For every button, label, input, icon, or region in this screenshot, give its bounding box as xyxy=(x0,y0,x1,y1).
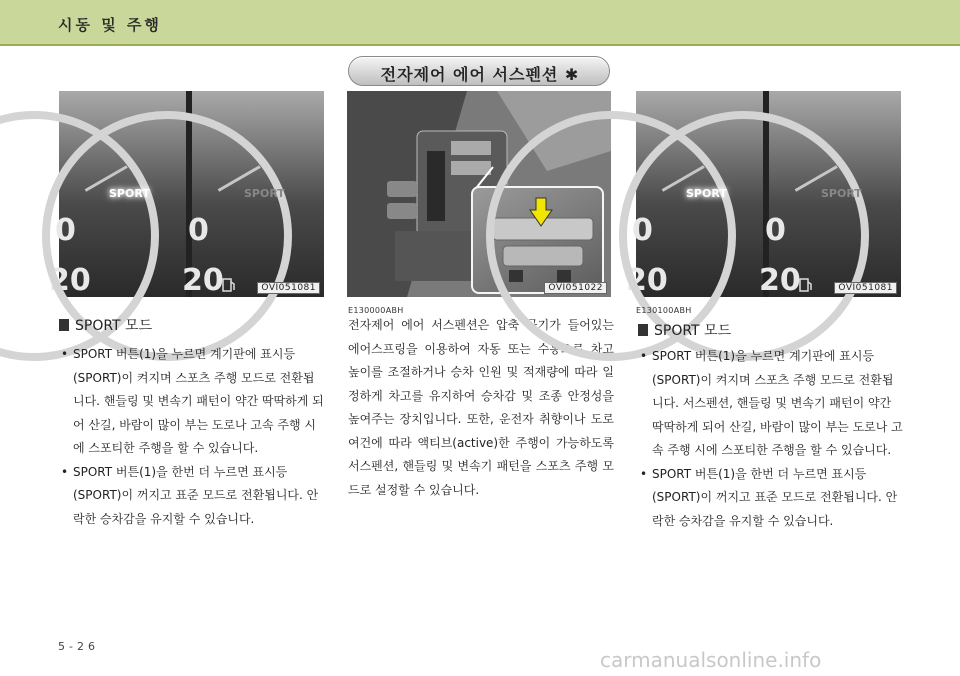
right-bullet-list xyxy=(638,345,904,533)
gauge-zero-label: 0 xyxy=(188,213,209,248)
list-item: • SPORT 버튼(1)을 누르면 계기판에 표시등(SPORT)이 켜지며 스포츠 주행 모드로 전환됩니다. 핸들링 및 변속기 패턴이 약간 딱딱하게 되어 산길, 바람이 많이 부는 도로나 고속 주행 시에 스포티한 주행을 할 수 있습니다. xyxy=(59,343,324,461)
heading-bullet-square xyxy=(59,319,69,331)
photo-code: OVI051022 xyxy=(544,282,607,294)
photo-code: OVI051081 xyxy=(257,282,320,294)
gauge-zero-label: 0 xyxy=(765,213,786,248)
section-title: 시동 및 주행 xyxy=(58,16,162,34)
gauge-twenty-label: 20 xyxy=(182,263,224,298)
gauge-zero-label: 0 xyxy=(632,213,653,248)
header-divider xyxy=(0,44,960,46)
right-section-code: E130100ABH xyxy=(636,306,692,315)
gauge-twenty-label: 20 xyxy=(49,263,91,298)
list-item: • SPORT 버튼(1)을 한번 더 누르면 표시등(SPORT)이 꺼지고 표준 모드로 전환됩니다. 안락한 승차감을 유지할 수 있습니다. xyxy=(638,463,904,534)
photo-code: OVI051081 xyxy=(834,282,897,294)
gauge-sport-off xyxy=(182,91,324,298)
left-heading xyxy=(59,315,152,335)
list-item: • SPORT 버튼(1)을 누르면 계기판에 표시등(SPORT)이 켜지며 스포츠 주행 모드로 전환됩니다. 서스펜션, 핸들링 및 변속기 패턴이 약간 딱딱하게 되어 산길, 바람이 많이 부는 도로나 고속 주행 시에 스포티한 주행을 할 수 있습니다. xyxy=(638,345,904,463)
gauge-zero-label: 0 xyxy=(55,213,76,248)
right-heading xyxy=(638,320,731,340)
right-cluster-photo xyxy=(626,91,901,298)
fuel-pump-icon xyxy=(222,277,236,293)
sport-indicator-lit: SPORT xyxy=(109,187,150,200)
page-number: 5-26 xyxy=(58,640,99,653)
left-heading-text: SPORT 모드 xyxy=(75,318,153,334)
left-cluster-photo xyxy=(49,91,324,298)
gauge-twenty-label: 20 xyxy=(759,263,801,298)
watermark: carmanualsonline.info xyxy=(600,648,822,672)
gauge-twenty-label: 20 xyxy=(626,263,668,298)
middle-paragraph: 전자제어 에어 서스펜션은 압축 공기가 들어있는 에어스프링을 이용하여 자동 또는 수동으로 차고 높이를 조절하거나 승차 인원 및 적재량에 따라 일정하게 차고를 유지하여 승차감 및 조종 안정성을 높여주는 장치입니다. 또한, 운전자 취향이나 도로 여건에 따라 액티브(active)한 주행이 가능하도록 서스펜션, 핸들링 및 변속기 패턴을 스포츠 주행 모드로 설정할 수 있습니다. xyxy=(348,318,614,497)
middle-section-code: E130000ABH xyxy=(348,306,404,315)
sport-indicator-dim: SPORT xyxy=(821,187,862,200)
sport-indicator-lit: SPORT xyxy=(686,187,727,200)
fuel-pump-icon xyxy=(799,277,813,293)
left-bullet-list xyxy=(59,343,324,531)
right-heading-text: SPORT 모드 xyxy=(654,323,732,339)
sport-indicator-dim: SPORT xyxy=(244,187,285,200)
list-item: • SPORT 버튼(1)을 한번 더 누르면 표시등(SPORT)이 꺼지고 표준 모드로 전환됩니다. 안락한 승차감을 유지할 수 있습니다. xyxy=(59,461,324,532)
topic-banner xyxy=(348,56,610,86)
gauge-sport-off xyxy=(759,91,901,298)
heading-bullet-square xyxy=(638,324,648,336)
section-header xyxy=(0,0,960,44)
topic-banner-title: 전자제어 에어 서스펜션 ✱ xyxy=(380,65,580,84)
